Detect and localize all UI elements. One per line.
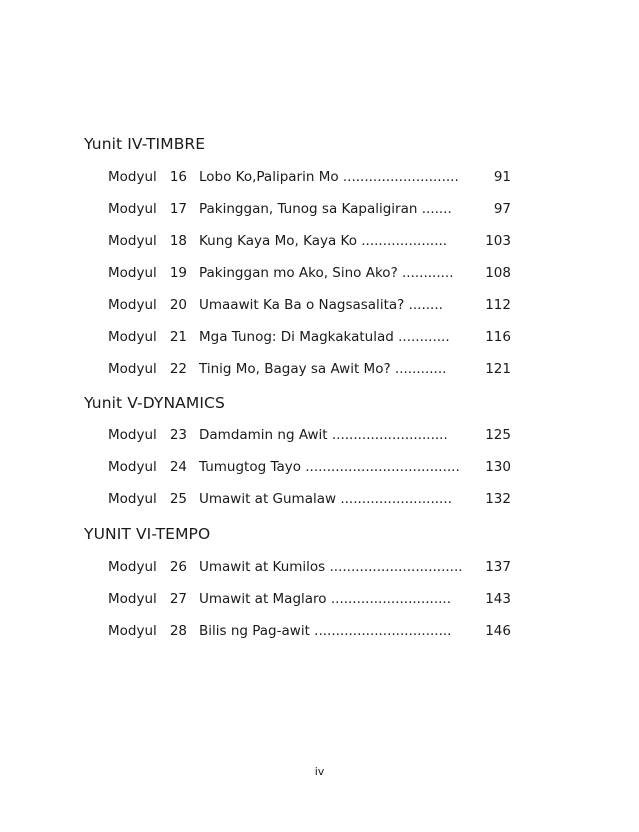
module-title: Umaawit Ka Ba o Nagsasalita? ........: [199, 297, 443, 313]
toc-entry: [0, 201, 639, 221]
module-title: Damdamin ng Awit ...........................: [199, 427, 448, 443]
module-label: Modyul: [108, 297, 157, 313]
module-title: Lobo Ko,Paliparin Mo ...........................: [199, 169, 459, 185]
module-label: Modyul: [108, 623, 157, 639]
module-number: 19: [169, 265, 187, 281]
module-number: 17: [169, 201, 187, 217]
module-title: Umawit at Kumilos ...............................: [199, 559, 463, 575]
module-title: Bilis ng Pag-awit ................................: [199, 623, 452, 639]
footer-page-number: iv: [314, 765, 325, 778]
module-label: Modyul: [108, 361, 157, 377]
page-number: 125: [485, 427, 511, 443]
page-number: 130: [485, 459, 511, 475]
page-number: 143: [485, 591, 511, 607]
module-title: Pakinggan, Tunog sa Kapaligiran .......: [199, 201, 452, 217]
module-number: 16: [169, 169, 187, 185]
module-number: 26: [169, 559, 187, 575]
toc-entry: [0, 491, 639, 511]
module-number: 22: [169, 361, 187, 377]
module-label: Modyul: [108, 329, 157, 345]
module-number: 27: [169, 591, 187, 607]
module-number: 20: [169, 297, 187, 313]
module-label: Modyul: [108, 265, 157, 281]
module-title: Tinig Mo, Bagay sa Awit Mo? ............: [199, 361, 447, 377]
module-number: 24: [169, 459, 187, 475]
module-label: Modyul: [108, 491, 157, 507]
unit-heading: Yunit V-DYNAMICS: [84, 394, 225, 412]
page-number: 108: [485, 265, 511, 281]
toc-entry: [0, 329, 639, 349]
module-number: 18: [169, 233, 187, 249]
page-number: 146: [485, 623, 511, 639]
toc-entry: [0, 361, 639, 381]
toc-entry: [0, 265, 639, 285]
module-label: Modyul: [108, 201, 157, 217]
module-label: Modyul: [108, 233, 157, 249]
module-title: Mga Tunog: Di Magkakatulad ............: [199, 329, 450, 345]
page-number: 91: [493, 169, 511, 185]
module-label: Modyul: [108, 459, 157, 475]
toc-entry: [0, 169, 639, 189]
toc-entry: [0, 623, 639, 643]
module-label: Modyul: [108, 559, 157, 575]
page-number: 116: [485, 329, 511, 345]
module-label: Modyul: [108, 169, 157, 185]
module-title: Umawit at Maglaro ............................: [199, 591, 452, 607]
module-number: 28: [169, 623, 187, 639]
toc-entry: [0, 297, 639, 317]
unit-heading: YUNIT VI-TEMPO: [84, 525, 211, 543]
page-number: 112: [485, 297, 511, 313]
toc-entry: [0, 591, 639, 611]
toc-entry: [0, 459, 639, 479]
page-number: 97: [493, 201, 511, 217]
module-number: 25: [169, 491, 187, 507]
module-title: Pakinggan mo Ako, Sino Ako? ............: [199, 265, 454, 281]
module-title: Kung Kaya Mo, Kaya Ko ....................: [199, 233, 448, 249]
page-number: 121: [485, 361, 511, 377]
module-title: Tumugtog Tayo ....................................: [199, 459, 460, 475]
module-label: Modyul: [108, 427, 157, 443]
module-number: 23: [169, 427, 187, 443]
page-number: 132: [485, 491, 511, 507]
toc-entry: [0, 559, 639, 579]
module-number: 21: [169, 329, 187, 345]
module-title: Umawit at Gumalaw ..........................: [199, 491, 452, 507]
toc-entry: [0, 427, 639, 447]
toc-entry: [0, 233, 639, 253]
page-number: 103: [485, 233, 511, 249]
unit-heading: Yunit IV-TIMBRE: [84, 135, 206, 153]
page-number: 137: [485, 559, 511, 575]
module-label: Modyul: [108, 591, 157, 607]
